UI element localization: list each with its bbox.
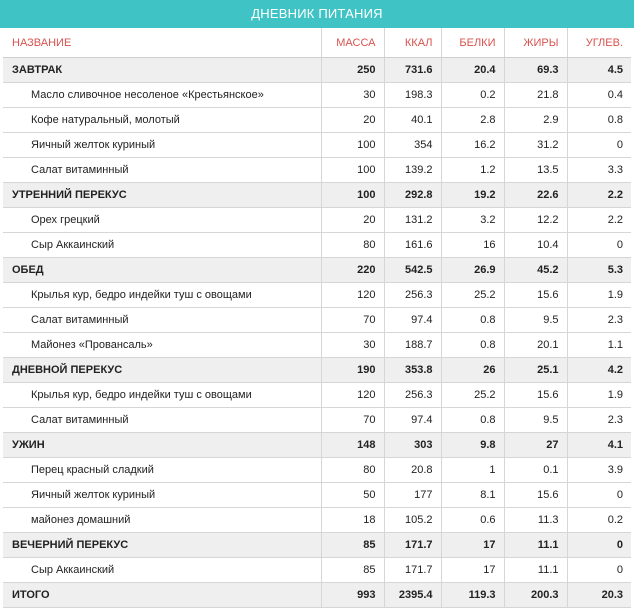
cell-protein: 25.2 xyxy=(441,383,504,408)
cell-carbs: 5.3 xyxy=(567,258,631,283)
cell-carbs: 0 xyxy=(567,483,631,508)
cell-carbs: 3.3 xyxy=(567,158,631,183)
cell-kcal: 161.6 xyxy=(384,233,441,258)
cell-mass: 85 xyxy=(321,533,384,558)
cell-kcal: 198.3 xyxy=(384,83,441,108)
cell-carbs: 0 xyxy=(567,133,631,158)
cell-name: ДНЕВНОЙ ПЕРЕКУС xyxy=(3,358,321,383)
cell-mass: 100 xyxy=(321,133,384,158)
cell-carbs: 0.2 xyxy=(567,508,631,533)
cell-fat: 15.6 xyxy=(504,483,567,508)
cell-mass: 30 xyxy=(321,83,384,108)
table-header-row xyxy=(3,28,631,58)
cell-carbs: 2.2 xyxy=(567,183,631,208)
cell-mass: 250 xyxy=(321,58,384,83)
meal-row xyxy=(3,258,631,283)
cell-mass: 120 xyxy=(321,383,384,408)
cell-name: ОБЕД xyxy=(3,258,321,283)
cell-fat: 31.2 xyxy=(504,133,567,158)
table-row xyxy=(3,83,631,108)
cell-kcal: 40.1 xyxy=(384,108,441,133)
cell-carbs: 1.9 xyxy=(567,283,631,308)
cell-protein: 0.8 xyxy=(441,333,504,358)
cell-kcal: 131.2 xyxy=(384,208,441,233)
cell-kcal: 105.2 xyxy=(384,508,441,533)
cell-protein: 1.2 xyxy=(441,158,504,183)
cell-kcal: 97.4 xyxy=(384,308,441,333)
cell-name: Салат витаминный xyxy=(3,308,321,333)
cell-carbs: 20.3 xyxy=(567,583,631,608)
cell-kcal: 354 xyxy=(384,133,441,158)
cell-fat: 27 xyxy=(504,433,567,458)
cell-kcal: 97.4 xyxy=(384,408,441,433)
cell-name: ИТОГО xyxy=(3,583,321,608)
cell-fat: 45.2 xyxy=(504,258,567,283)
cell-protein: 0.2 xyxy=(441,83,504,108)
cell-carbs: 4.5 xyxy=(567,58,631,83)
cell-fat: 21.8 xyxy=(504,83,567,108)
cell-protein: 0.6 xyxy=(441,508,504,533)
cell-fat: 0.1 xyxy=(504,458,567,483)
cell-name: Масло сливочное несоленое «Крестьянское» xyxy=(3,83,321,108)
cell-mass: 148 xyxy=(321,433,384,458)
meal-row xyxy=(3,58,631,83)
total-row xyxy=(3,583,631,608)
cell-protein: 17 xyxy=(441,558,504,583)
cell-carbs: 1.9 xyxy=(567,383,631,408)
cell-fat: 69.3 xyxy=(504,58,567,83)
cell-kcal: 171.7 xyxy=(384,533,441,558)
cell-mass: 70 xyxy=(321,308,384,333)
cell-name: Орех грецкий xyxy=(3,208,321,233)
table-row xyxy=(3,133,631,158)
cell-protein: 9.8 xyxy=(441,433,504,458)
table-body xyxy=(3,58,631,608)
cell-protein: 16.2 xyxy=(441,133,504,158)
table-row xyxy=(3,208,631,233)
cell-name: Перец красный сладкий xyxy=(3,458,321,483)
cell-protein: 119.3 xyxy=(441,583,504,608)
cell-mass: 80 xyxy=(321,458,384,483)
meal-row xyxy=(3,183,631,208)
cell-carbs: 4.2 xyxy=(567,358,631,383)
cell-protein: 25.2 xyxy=(441,283,504,308)
cell-kcal: 139.2 xyxy=(384,158,441,183)
table-row xyxy=(3,158,631,183)
cell-mass: 20 xyxy=(321,208,384,233)
cell-mass: 30 xyxy=(321,333,384,358)
cell-mass: 993 xyxy=(321,583,384,608)
cell-mass: 100 xyxy=(321,158,384,183)
cell-protein: 0.8 xyxy=(441,408,504,433)
cell-name: Сыр Аккаинский xyxy=(3,233,321,258)
table-row xyxy=(3,283,631,308)
cell-name: Салат витаминный xyxy=(3,408,321,433)
cell-kcal: 256.3 xyxy=(384,383,441,408)
cell-kcal: 292.8 xyxy=(384,183,441,208)
column-header-mass: МАССА xyxy=(321,28,384,58)
table-row xyxy=(3,108,631,133)
diary-title: ДНЕВНИК ПИТАНИЯ xyxy=(0,0,634,28)
column-header-fat: ЖИРЫ xyxy=(504,28,567,58)
cell-kcal: 2395.4 xyxy=(384,583,441,608)
cell-mass: 50 xyxy=(321,483,384,508)
cell-name: Сыр Аккаинский xyxy=(3,558,321,583)
cell-name: УЖИН xyxy=(3,433,321,458)
meal-row xyxy=(3,533,631,558)
cell-protein: 8.1 xyxy=(441,483,504,508)
cell-protein: 26.9 xyxy=(441,258,504,283)
cell-fat: 11.1 xyxy=(504,533,567,558)
column-header-name: НАЗВАНИЕ xyxy=(3,28,321,58)
cell-fat: 15.6 xyxy=(504,283,567,308)
cell-carbs: 0.4 xyxy=(567,83,631,108)
cell-mass: 85 xyxy=(321,558,384,583)
cell-kcal: 303 xyxy=(384,433,441,458)
cell-fat: 12.2 xyxy=(504,208,567,233)
cell-carbs: 0.8 xyxy=(567,108,631,133)
cell-protein: 0.8 xyxy=(441,308,504,333)
cell-name: Салат витаминный xyxy=(3,158,321,183)
cell-protein: 20.4 xyxy=(441,58,504,83)
table-row xyxy=(3,408,631,433)
cell-kcal: 20.8 xyxy=(384,458,441,483)
cell-protein: 19.2 xyxy=(441,183,504,208)
cell-fat: 10.4 xyxy=(504,233,567,258)
cell-carbs: 2.3 xyxy=(567,408,631,433)
cell-carbs: 1.1 xyxy=(567,333,631,358)
cell-name: майонез домашний xyxy=(3,508,321,533)
table-row xyxy=(3,233,631,258)
cell-carbs: 2.2 xyxy=(567,208,631,233)
cell-fat: 22.6 xyxy=(504,183,567,208)
cell-mass: 70 xyxy=(321,408,384,433)
cell-carbs: 0 xyxy=(567,558,631,583)
cell-mass: 220 xyxy=(321,258,384,283)
cell-fat: 15.6 xyxy=(504,383,567,408)
cell-protein: 2.8 xyxy=(441,108,504,133)
cell-fat: 9.5 xyxy=(504,408,567,433)
cell-name: Майонез «Провансаль» xyxy=(3,333,321,358)
meal-row xyxy=(3,358,631,383)
cell-carbs: 3.9 xyxy=(567,458,631,483)
table-row xyxy=(3,558,631,583)
cell-name: Крылья кур, бедро индейки туш с овощами xyxy=(3,383,321,408)
cell-name: Яичный желток куриный xyxy=(3,133,321,158)
cell-name: Яичный желток куриный xyxy=(3,483,321,508)
cell-name: ВЕЧЕРНИЙ ПЕРЕКУС xyxy=(3,533,321,558)
cell-name: УТРЕННИЙ ПЕРЕКУС xyxy=(3,183,321,208)
cell-protein: 26 xyxy=(441,358,504,383)
cell-protein: 17 xyxy=(441,533,504,558)
cell-protein: 16 xyxy=(441,233,504,258)
cell-mass: 190 xyxy=(321,358,384,383)
cell-carbs: 4.1 xyxy=(567,433,631,458)
cell-kcal: 353.8 xyxy=(384,358,441,383)
cell-mass: 100 xyxy=(321,183,384,208)
cell-fat: 2.9 xyxy=(504,108,567,133)
cell-name: Кофе натуральный, молотый xyxy=(3,108,321,133)
cell-mass: 80 xyxy=(321,233,384,258)
cell-fat: 11.3 xyxy=(504,508,567,533)
nutrition-table xyxy=(3,28,631,608)
cell-carbs: 0 xyxy=(567,233,631,258)
table-row xyxy=(3,383,631,408)
cell-kcal: 177 xyxy=(384,483,441,508)
cell-mass: 120 xyxy=(321,283,384,308)
cell-fat: 9.5 xyxy=(504,308,567,333)
cell-name: Крылья кур, бедро индейки туш с овощами xyxy=(3,283,321,308)
cell-carbs: 0 xyxy=(567,533,631,558)
meal-row xyxy=(3,433,631,458)
table-row xyxy=(3,483,631,508)
table-row xyxy=(3,508,631,533)
cell-fat: 200.3 xyxy=(504,583,567,608)
cell-kcal: 731.6 xyxy=(384,58,441,83)
cell-kcal: 188.7 xyxy=(384,333,441,358)
cell-mass: 20 xyxy=(321,108,384,133)
table-row xyxy=(3,458,631,483)
column-header-kcal: ККАЛ xyxy=(384,28,441,58)
cell-kcal: 171.7 xyxy=(384,558,441,583)
cell-fat: 20.1 xyxy=(504,333,567,358)
cell-protein: 3.2 xyxy=(441,208,504,233)
column-header-protein: БЕЛКИ xyxy=(441,28,504,58)
cell-name: ЗАВТРАК xyxy=(3,58,321,83)
cell-fat: 11.1 xyxy=(504,558,567,583)
column-header-carbs: УГЛЕВ. xyxy=(567,28,631,58)
cell-mass: 18 xyxy=(321,508,384,533)
cell-kcal: 256.3 xyxy=(384,283,441,308)
cell-fat: 25.1 xyxy=(504,358,567,383)
cell-kcal: 542.5 xyxy=(384,258,441,283)
table-row xyxy=(3,308,631,333)
table-row xyxy=(3,333,631,358)
cell-fat: 13.5 xyxy=(504,158,567,183)
cell-protein: 1 xyxy=(441,458,504,483)
cell-carbs: 2.3 xyxy=(567,308,631,333)
